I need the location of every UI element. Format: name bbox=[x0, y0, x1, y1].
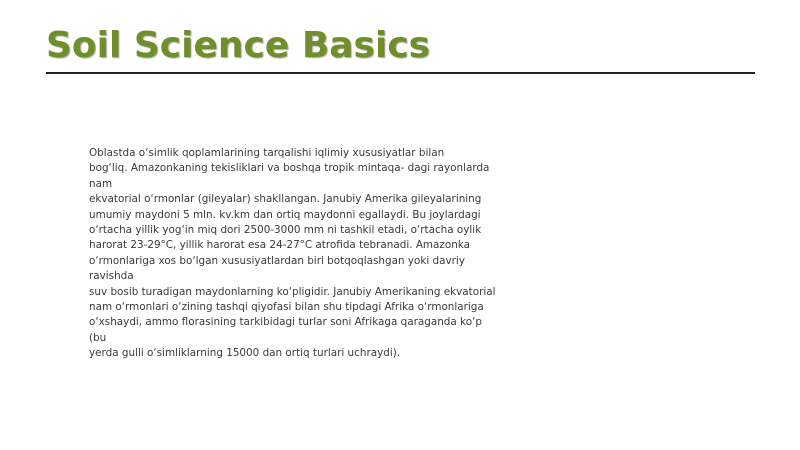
slide-title: Soil Science Basics bbox=[46, 25, 431, 66]
body-text-line: yerda gulli o‘simliklarning 15000 dan ortiq turlari uchraydi). bbox=[89, 347, 401, 360]
body-text-line: Oblastda o‘simlik qoplamlarining tarqalishi iqlimiy xususiyatlar bilan bbox=[89, 147, 445, 159]
body-text-line: umumiy maydoni 5 mln. kv.km dan ortiq maydonni egallaydi. Bu joylardagi bbox=[89, 208, 481, 221]
title-underline-divider bbox=[46, 72, 755, 74]
body-text-block bbox=[89, 146, 496, 362]
body-text-line: harorat 23-29°C, yillik harorat esa 24-27°C atrofida tebranadi. Amazonka bbox=[89, 239, 471, 252]
body-text-line: o‘rtacha yillik yog‘in miq dori 2500-3000 mm ni tashkil etadi, o‘rtacha oylik bbox=[89, 224, 482, 237]
body-text-line: bog‘liq. Amazonkaning tekisliklari va boshqa tropik mintaqa- dagi rayonlarda bbox=[89, 162, 490, 175]
body-text-line: nam bbox=[89, 177, 113, 190]
body-text-line: ravishda bbox=[89, 270, 134, 283]
body-text-line: nam o‘rmonlari o‘zining tashqi qiyofasi bilan shu tipdagi Afrika o‘rmonlariga bbox=[89, 301, 484, 314]
body-text-line: o‘rmonlariga xos bo‘lgan xususiyatlardan biri botqoqlashgan yoki davriy bbox=[89, 254, 465, 267]
body-text-line: suv bosib turadigan maydonlarning ko‘pligidir. Janubiy Amerikaning ekvatorial bbox=[89, 285, 496, 298]
body-text-line: o‘xshaydi, ammo florasining tarkibidagi turlar soni Afrikaga qaraganda ko‘p bbox=[89, 316, 482, 329]
body-text-line: ekvatorial o‘rmonlar (gileyalar) shakllangan. Janubiy Amerika gileyalarining bbox=[89, 193, 482, 206]
body-text-line: (bu bbox=[89, 331, 107, 344]
